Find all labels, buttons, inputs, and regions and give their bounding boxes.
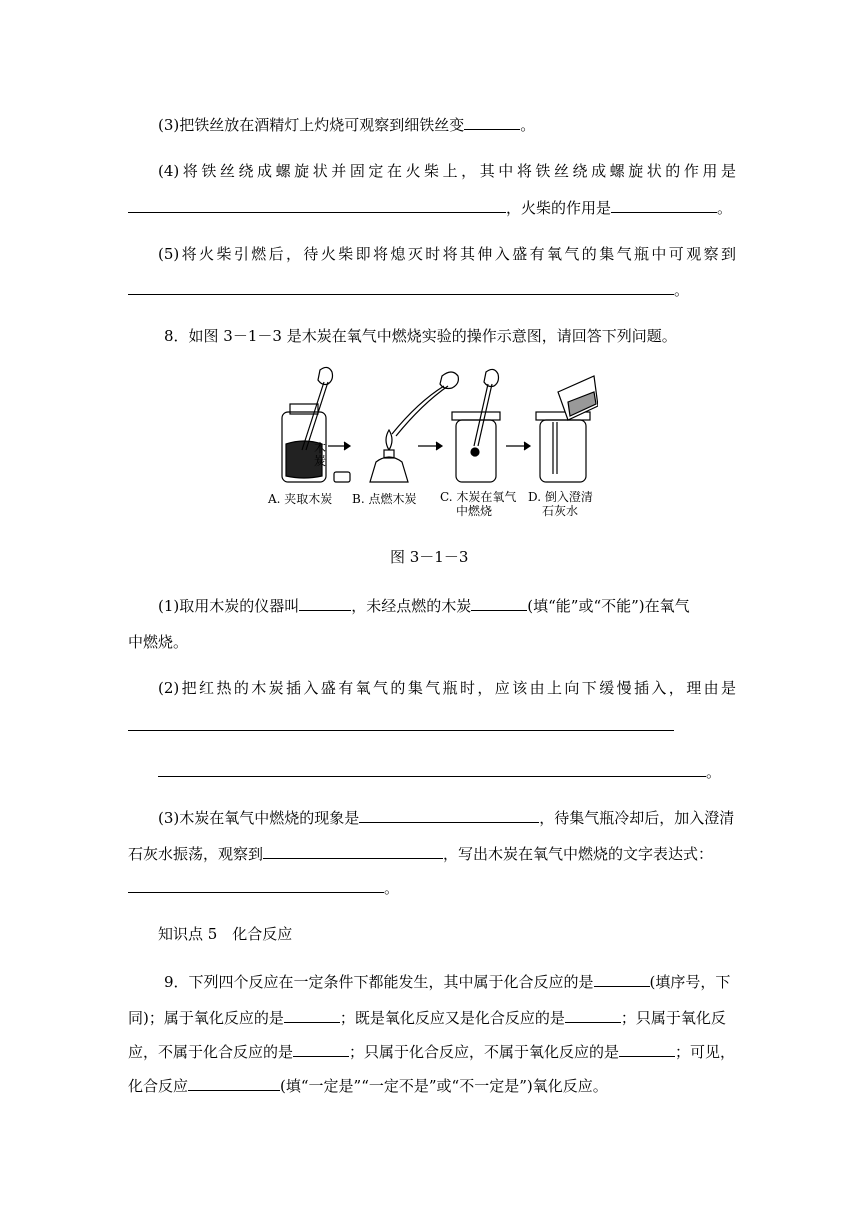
q9-line1 xyxy=(164,972,730,992)
q8-p3-d: ，写出木炭在氧气中燃烧的文字表达式： xyxy=(443,845,714,863)
answer-blank[interactable] xyxy=(188,1076,280,1091)
answer-blank[interactable] xyxy=(263,844,443,859)
answer-blank[interactable] xyxy=(464,115,520,130)
figure-title: 图 3－1－3 xyxy=(390,548,469,566)
answer-blank[interactable] xyxy=(284,1008,340,1023)
caption-c-line2: 中燃烧 xyxy=(456,504,493,518)
jar-lid xyxy=(334,472,350,482)
q7-part4-line2 xyxy=(128,198,732,218)
jar-d xyxy=(536,376,598,482)
q8-part3-line3 xyxy=(128,878,399,898)
q8-part1-line1 xyxy=(158,596,690,616)
q7-part5-line1: (5)将火柴引燃后，待火柴即将熄灭时将其伸入盛有氧气的集气瓶中可观察到 xyxy=(158,245,736,263)
q8-p1-b: ，未经点燃的木炭 xyxy=(351,597,472,615)
q9-j: (填“一定是”“一定不是”或“不一定是”)氧化反应。 xyxy=(280,1077,608,1095)
caption-a: A. 夹取木炭 xyxy=(268,492,333,506)
alcohol-lamp xyxy=(370,430,408,482)
q8-p3-b: ，待集气瓶冷却后，加入澄清 xyxy=(539,809,735,827)
knowledge-point-heading: 知识点 5 化合反应 xyxy=(158,925,293,943)
period: 。 xyxy=(384,879,400,897)
caption-b: B. 点燃木炭 xyxy=(352,492,417,506)
caption-d-line1: D. 倒入澄清 xyxy=(528,490,593,504)
answer-blank[interactable] xyxy=(594,972,650,987)
answer-blank[interactable] xyxy=(128,280,674,295)
q9-h: ；可见， xyxy=(675,1043,736,1061)
q8-part3-line1 xyxy=(158,808,734,828)
jar-c xyxy=(452,369,500,482)
q8-part2-line2 xyxy=(128,716,674,736)
q7-part4-line1: (4)将铁丝绕成螺旋状并固定在火柴上，其中将铁丝绕成螺旋状的作用是 xyxy=(158,162,736,180)
q8-intro: 8．如图 3－1－3 是木炭在氧气中燃烧实验的操作示意图，请回答下列问题。 xyxy=(164,327,677,345)
q8-p3-a: (3)木炭在氧气中燃烧的现象是 xyxy=(158,809,360,827)
answer-blank[interactable] xyxy=(299,596,351,611)
q7-part5-line2 xyxy=(128,280,689,300)
period: 。 xyxy=(717,199,733,217)
answer-blank[interactable] xyxy=(128,716,674,731)
q8-p1-c: (填“能”或“不能”)在氧气 xyxy=(527,597,690,615)
period: 。 xyxy=(706,763,722,781)
q8-part1-line2: 中燃烧。 xyxy=(128,633,189,651)
q7-p4-mid: ，火柴的作用是 xyxy=(506,199,612,217)
q9-a: 9．下列四个反应在一定条件下都能发生，其中属于化合反应的是 xyxy=(164,973,594,991)
q8-part2-line3 xyxy=(158,762,721,782)
answer-blank[interactable] xyxy=(471,596,527,611)
answer-blank[interactable] xyxy=(158,762,706,777)
q9-i: 化合反应 xyxy=(128,1077,189,1095)
answer-blank[interactable] xyxy=(128,198,506,213)
answer-blank[interactable] xyxy=(359,808,539,823)
q9-b: (填序号，下 xyxy=(649,973,731,991)
caption-c xyxy=(440,490,516,518)
answer-blank[interactable] xyxy=(293,1042,349,1057)
q9-f: 应，不属于化合反应的是 xyxy=(128,1043,294,1061)
q9-line4 xyxy=(128,1076,608,1096)
q9-d: ；既是氧化反应又是化合反应的是 xyxy=(339,1009,565,1027)
period: 。 xyxy=(520,116,536,134)
caption-d xyxy=(528,490,593,518)
answer-blank[interactable] xyxy=(128,878,384,893)
label-charcoal-text: 木炭 xyxy=(314,441,327,468)
period: 。 xyxy=(674,281,690,299)
q7-p3-text: (3)把铁丝放在酒精灯上灼烧可观察到细铁丝变 xyxy=(158,116,465,134)
answer-blank[interactable] xyxy=(619,1042,675,1057)
caption-c-line1: C. 木炭在氧气 xyxy=(440,490,517,504)
tongs-b xyxy=(392,372,458,436)
caption-d-line2: 石灰水 xyxy=(542,504,579,518)
tongs-a xyxy=(302,367,333,450)
q8-part2-line1: (2)把红热的木炭插入盛有氧气的集气瓶时，应该由上向下缓慢插入，理由是 xyxy=(158,679,736,697)
q9-line3 xyxy=(128,1042,735,1062)
q7-part3 xyxy=(158,115,535,135)
answer-blank[interactable] xyxy=(611,198,717,213)
q9-e: ；只属于氧化反 xyxy=(620,1009,726,1027)
q8-part3-line2 xyxy=(128,844,713,864)
experiment-figure xyxy=(268,362,598,522)
q8-p1-a: (1)取用木炭的仪器叫 xyxy=(158,597,300,615)
answer-blank[interactable] xyxy=(565,1008,621,1023)
q9-line2 xyxy=(128,1008,726,1028)
q9-g: ；只属于化合反应，不属于氧化反应的是 xyxy=(349,1043,620,1061)
q8-p3-c: 石灰水振荡，观察到 xyxy=(128,845,264,863)
q9-c: 同)；属于氧化反应的是 xyxy=(128,1009,284,1027)
